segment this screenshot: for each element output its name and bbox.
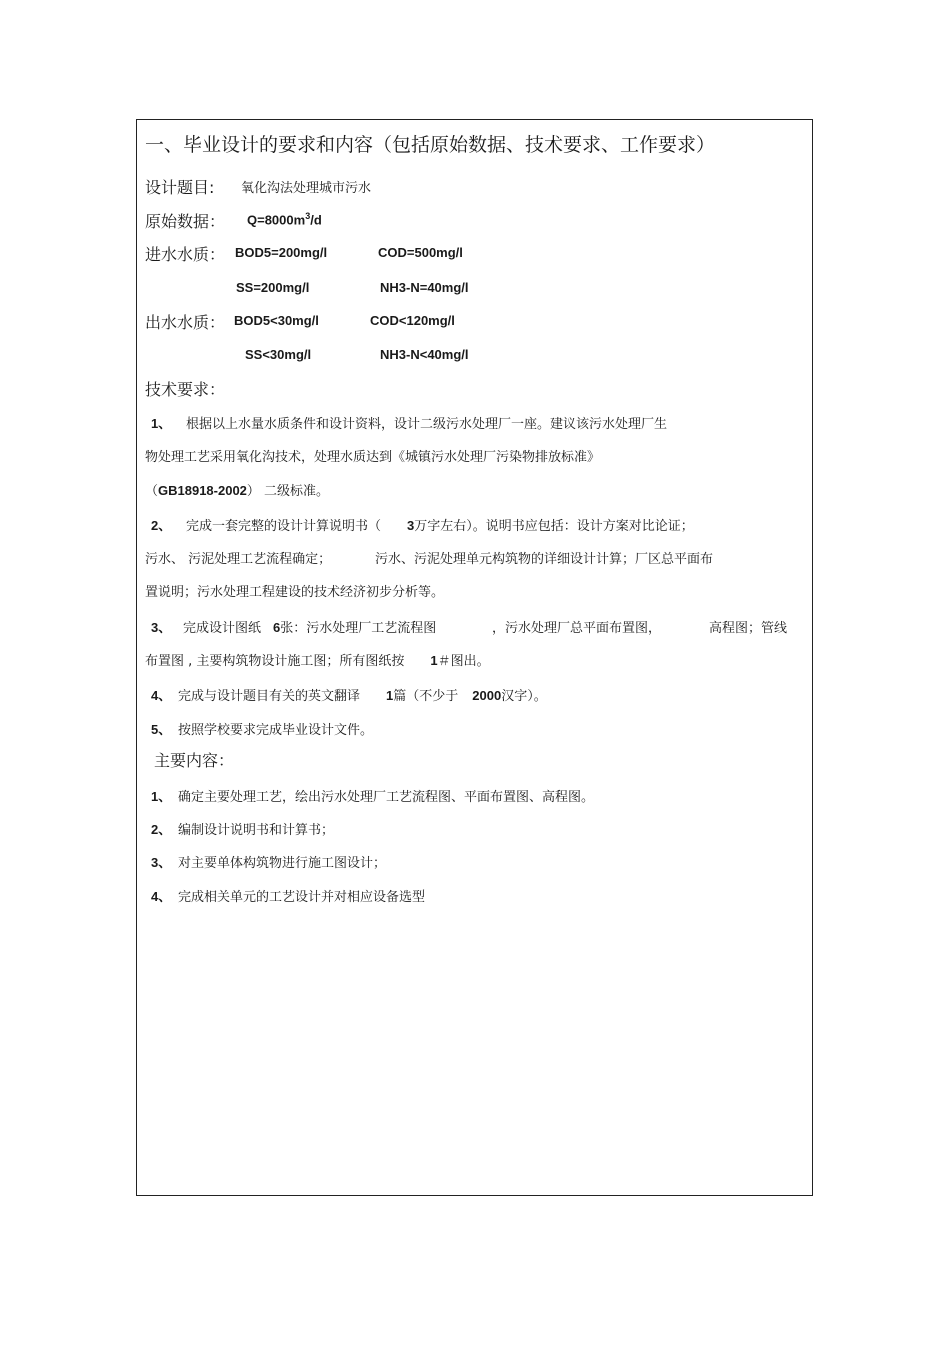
req1-line3: （GB18918-2002） 二级标准。 <box>145 483 330 499</box>
outflow-ss: SS<30mg/l <box>245 347 312 362</box>
topic-label: 设计题目: <box>145 178 215 197</box>
req4-num: 4、 <box>151 688 172 703</box>
req2-line1: 完成一套完整的设计计算说明书（ 3万字左右）。说明书应包括：设计方案对比论证； <box>186 518 694 534</box>
req2-line2-b: 污水、污泥处理单元构筑物的详细设计计算；厂区总平面布 <box>375 552 714 567</box>
topic-value: 氧化沟法处理城市污水 <box>241 181 372 196</box>
content-item-text: 确定主要处理工艺，绘出污水处理厂工艺流程图、平面布置图、高程图。 <box>178 790 595 805</box>
content-item-num: 1、 <box>151 789 172 804</box>
outflow-bod: BOD5<30mg/l <box>234 313 319 328</box>
content-item-text: 完成相关单元的工艺设计并对相应设备选型 <box>178 890 426 905</box>
req3-line1-a: 完成设计图纸 6张：污水处理厂工艺流程图 <box>183 620 437 636</box>
req2-line3: 置说明；污水处理工程建设的技术经济初步分析等。 <box>145 585 445 600</box>
req5-text: 按照学校要求完成毕业设计文件。 <box>178 723 374 738</box>
req2-num: 2、 <box>151 518 172 533</box>
inflow-cod: COD=500mg/l <box>378 245 463 260</box>
outflow-cod: COD<120mg/l <box>370 313 455 328</box>
content-item-num: 4、 <box>151 889 172 904</box>
inflow-bod: BOD5=200mg/l <box>235 245 328 260</box>
raw-data-value: $Q=8000m^3/d$ <box>247 211 322 228</box>
req3-num: 3、 <box>151 620 172 635</box>
inflow-ss: SS=200mg/l <box>236 280 310 295</box>
req3-line2: 布置图 , 主要构筑物设计施工图；所有图纸按 1＃图出。 <box>145 653 490 669</box>
main-content-heading: 主要内容： <box>154 751 235 770</box>
raw-data-label: 原始数据： <box>145 212 226 231</box>
req1-line1: 根据以上水量水质条件和设计资料，设计二级污水处理厂一座。建议该污水处理厂生 <box>186 417 668 432</box>
tech-req-heading: 技术要求： <box>145 380 226 399</box>
outflow-label: 出水水质： <box>145 313 226 332</box>
req1-num: 1、 <box>151 416 172 431</box>
req4-text: 完成与设计题目有关的英文翻译 1篇（不少于 2000汉字）。 <box>178 688 547 704</box>
req3-line1-d: 高程图；管线 <box>709 621 788 636</box>
outflow-nh3: NH3-N<40mg/l <box>380 347 469 362</box>
req5-num: 5、 <box>151 722 172 737</box>
req2-line2-a: 污水、 污泥处理工艺流程确定； <box>145 552 332 567</box>
req3-line1-c: ，污水处理厂总平面布置图， <box>492 621 662 636</box>
req1-line2: 物处理工艺采用氧化沟技术，处理水质达到《城镇污水处理厂污染物排放标准》 <box>145 450 601 465</box>
content-item-num: 2、 <box>151 822 172 837</box>
content-item-text: 编制设计说明书和计算书； <box>178 823 335 838</box>
inflow-label: 进水水质： <box>145 245 226 264</box>
section-title: 一、毕业设计的要求和内容（包括原始数据、技术要求、工作要求） <box>145 134 716 156</box>
content-item-text: 对主要单体构筑物进行施工图设计； <box>178 856 387 871</box>
inflow-nh3: NH3-N=40mg/l <box>380 280 469 295</box>
content-item-num: 3、 <box>151 855 172 870</box>
